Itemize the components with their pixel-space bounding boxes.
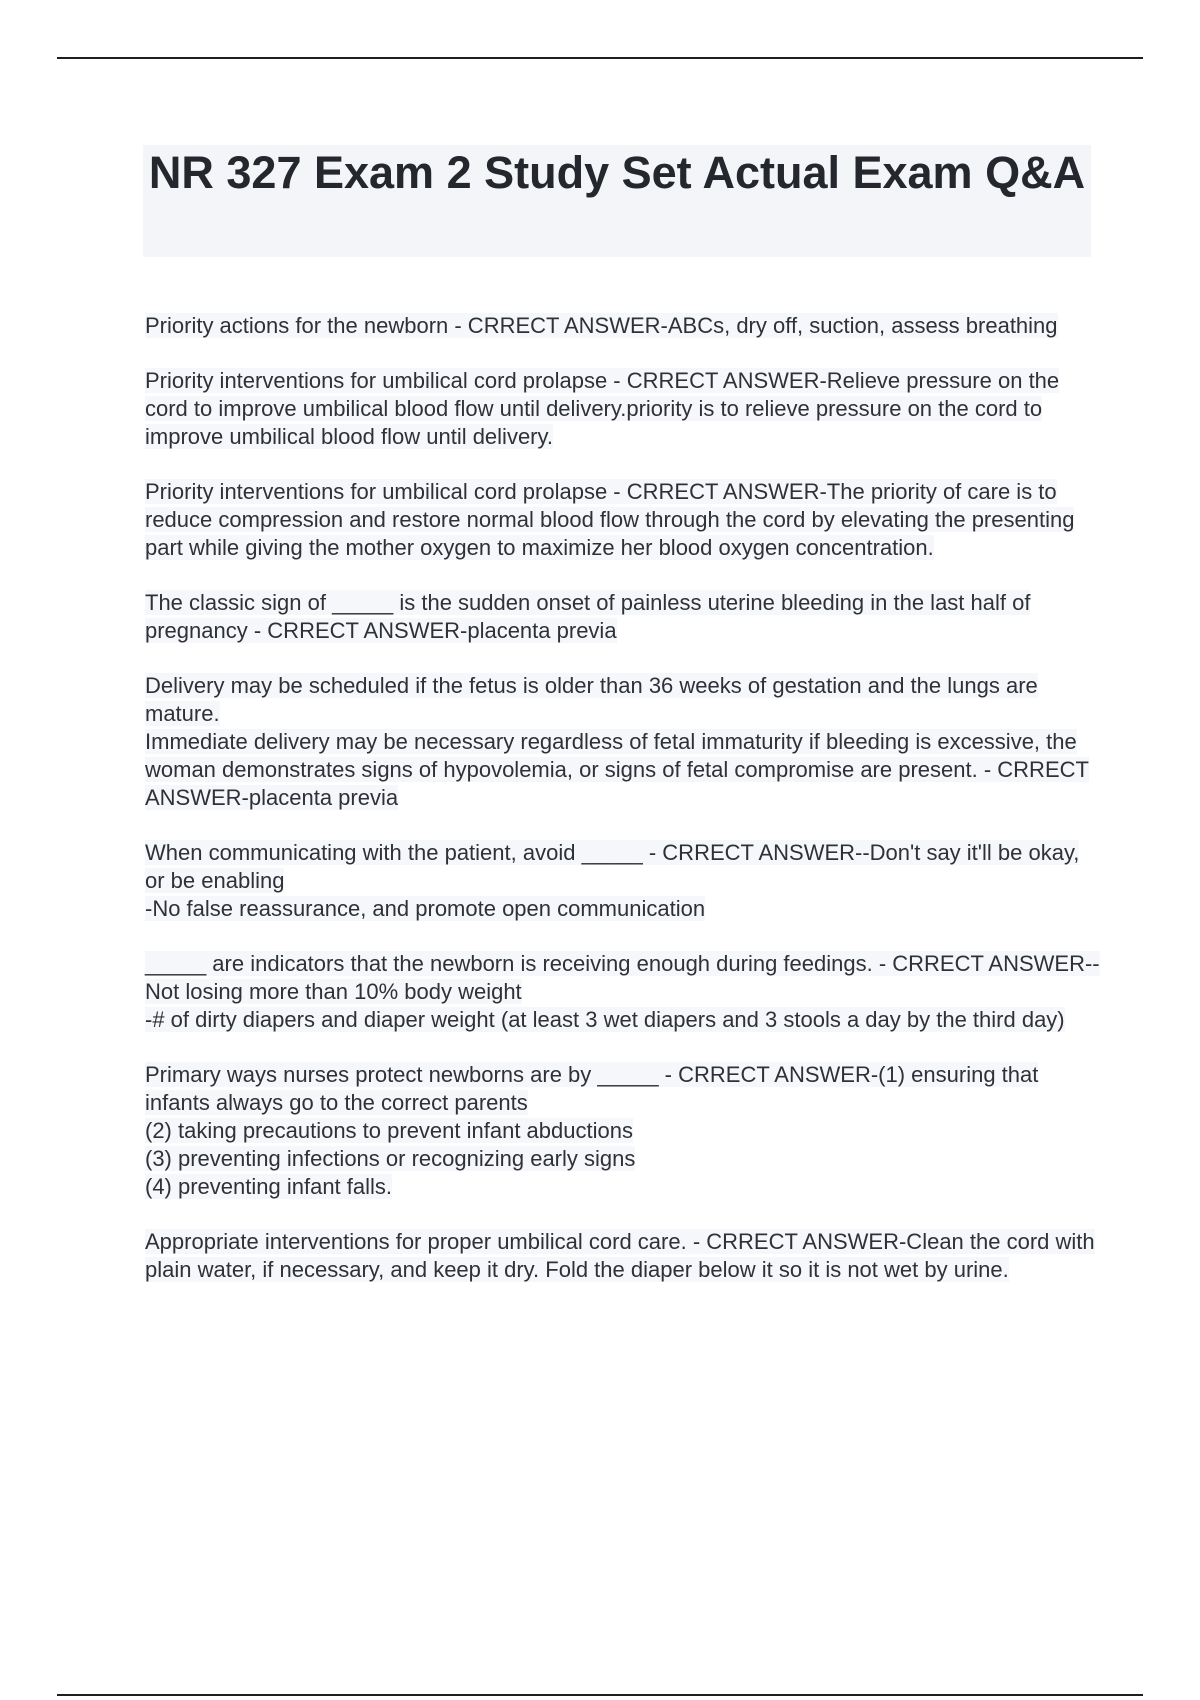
qa-item: Priority actions for the newborn - CRRECT ANSWER-ABCs, dry off, suction, assess breathing (145, 313, 1058, 338)
qa-list (145, 312, 1100, 1311)
qa-item: When communicating with the patient, avoid _____ - CRRECT ANSWER--Don't say it'll be okay, or be enabling -No false reassurance, and promote open communication (145, 840, 1080, 921)
document-title: NR 327 Exam 2 Study Set Actual Exam Q&A (148, 147, 1086, 198)
top-rule (57, 57, 1143, 59)
title-banner (143, 145, 1091, 257)
qa-item: _____ are indicators that the newborn is receiving enough during feedings. - CRRECT ANSWER--Not losing more than 10% body weight -# of dirty diapers and diaper weight (at least 3 wet diapers and 3 stools a day by the third day) (145, 951, 1100, 1032)
qa-item: Priority interventions for umbilical cord prolapse - CRRECT ANSWER-The priority of care is to reduce compression and restore normal blood flow through the cord by elevating the presenting part while giving the mother oxygen to maximize her blood oxygen concentration. (145, 479, 1075, 560)
qa-item: The classic sign of _____ is the sudden onset of painless uterine bleeding in the last half of pregnancy - CRRECT ANSWER-placenta previa (145, 590, 1031, 643)
qa-item: Primary ways nurses protect newborns are by _____ - CRRECT ANSWER-(1) ensuring that infants always go to the correct parents (2) taking precautions to prevent infant abductions (3) preventing infections or recognizing early signs (4) preventing infant falls. (145, 1062, 1039, 1199)
qa-item: Delivery may be scheduled if the fetus is older than 36 weeks of gestation and the lungs are mature. Immediate delivery may be necessary regardless of fetal immaturity if bleeding is excessive, the woman demonstrates signs of hypovolemia, or signs of fetal compromise are present. - CRRECT ANSWER-placenta previa (145, 673, 1089, 810)
bottom-rule (57, 1694, 1143, 1696)
qa-item: Appropriate interventions for proper umbilical cord care. - CRRECT ANSWER-Clean the cord with plain water, if necessary, and keep it dry. Fold the diaper below it so it is not wet by urine. (145, 1229, 1095, 1282)
qa-item: Priority interventions for umbilical cord prolapse - CRRECT ANSWER-Relieve pressure on the cord to improve umbilical blood flow until delivery.priority is to relieve pressure on the cord to improve umbilical blood flow until delivery. (145, 368, 1060, 449)
